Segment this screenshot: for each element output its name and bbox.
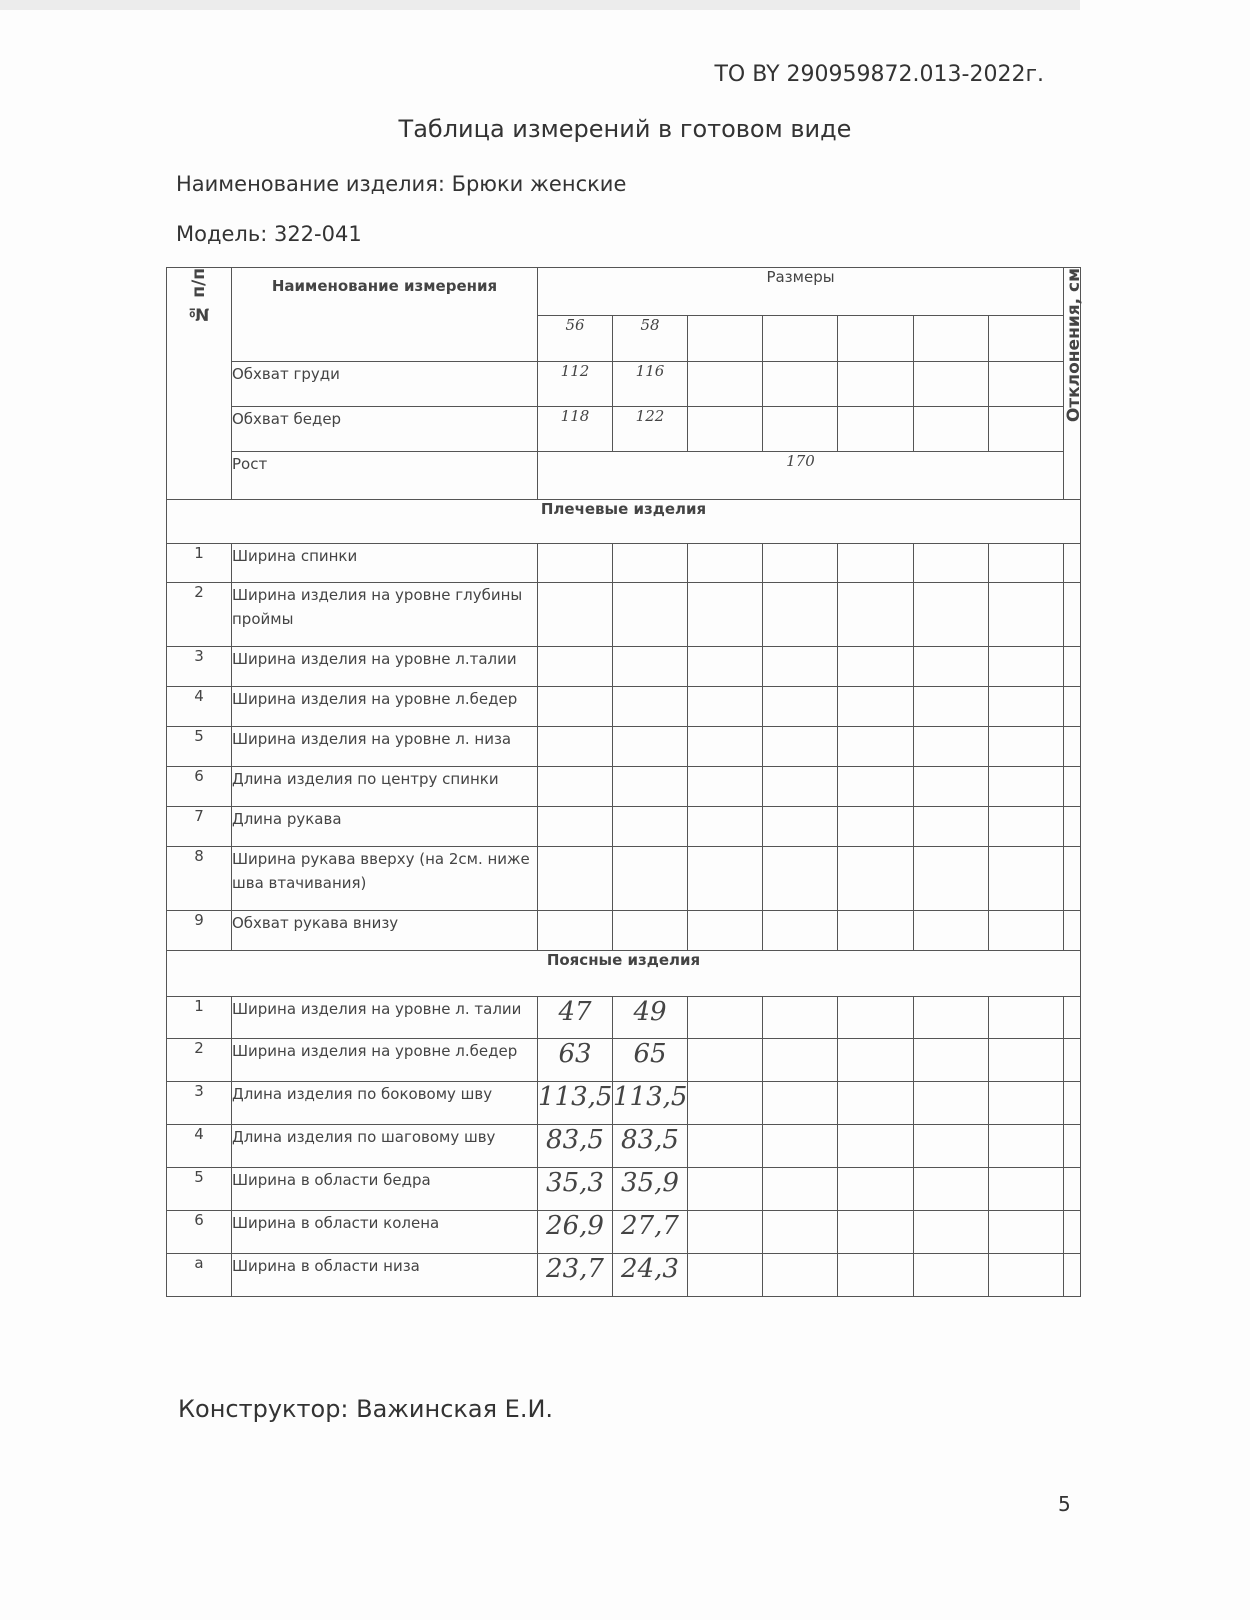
value-cell (989, 807, 1064, 847)
row-number: 2 (167, 1039, 232, 1082)
row-number: 3 (167, 1082, 232, 1125)
value-cell (914, 1039, 989, 1082)
value-cell (914, 911, 989, 951)
value-cell (838, 647, 914, 687)
value-cell (989, 997, 1064, 1039)
measurements-table (166, 267, 1084, 1297)
measurement-name: Ширина в области колена (232, 1211, 538, 1254)
value-cell (688, 1168, 763, 1211)
value-size-58: 27,7 (613, 1211, 688, 1254)
value-cell (538, 647, 613, 687)
model-number: Модель: 322-041 (176, 222, 362, 246)
value-cell (688, 911, 763, 951)
value-cell (688, 647, 763, 687)
value-cell (613, 847, 688, 911)
value-cell (538, 847, 613, 911)
value-cell (613, 647, 688, 687)
value-cell (763, 544, 838, 583)
value-cell (688, 1211, 763, 1254)
value-cell (989, 647, 1064, 687)
row-number: 5 (167, 1168, 232, 1211)
value-cell (838, 1254, 914, 1297)
hips-value: 122 (613, 407, 688, 452)
measurement-name: Ширина изделия на уровне л.бедер (232, 687, 538, 727)
value-cell (763, 647, 838, 687)
value-cell (914, 544, 989, 583)
sizes-header: Размеры (538, 268, 1064, 316)
value-cell (1064, 687, 1081, 727)
table-row (167, 1082, 1081, 1125)
value-size-58: 35,9 (613, 1168, 688, 1211)
value-cell (989, 1254, 1064, 1297)
value-cell (763, 997, 838, 1039)
measurement-name: Длина рукава (232, 807, 538, 847)
shoulder-rows (167, 544, 1081, 951)
value-size-56: 47 (538, 997, 613, 1039)
row-number: 3 (167, 647, 232, 687)
table-row (167, 1211, 1081, 1254)
value-cell (989, 1168, 1064, 1211)
value-size-56: 26,9 (538, 1211, 613, 1254)
value-cell (1064, 1082, 1081, 1125)
value-cell (838, 997, 914, 1039)
value-cell (763, 767, 838, 807)
value-size-56: 63 (538, 1039, 613, 1082)
row-number: 1 (167, 997, 232, 1039)
table-row (167, 687, 1081, 727)
measurement-name: Ширина изделия на уровне л.талии (232, 647, 538, 687)
value-cell (688, 583, 763, 647)
table-row (167, 583, 1081, 647)
waist-rows (167, 997, 1081, 1297)
chest-label: Обхват груди (232, 362, 538, 407)
value-cell (1064, 647, 1081, 687)
value-cell (989, 847, 1064, 911)
value-cell (763, 1254, 838, 1297)
value-cell (1064, 1254, 1081, 1297)
table-row (167, 1254, 1081, 1297)
value-cell (989, 687, 1064, 727)
value-cell (989, 1125, 1064, 1168)
row-number: 5 (167, 727, 232, 767)
value-cell (763, 1125, 838, 1168)
value-cell (989, 1082, 1064, 1125)
value-cell (838, 544, 914, 583)
designer-signature-line: Конструктор: Важинская Е.И. (178, 1395, 554, 1423)
value-size-56: 83,5 (538, 1125, 613, 1168)
value-cell (989, 1039, 1064, 1082)
section-title-waist: Поясные изделия (167, 951, 1081, 997)
measurement-name: Ширина изделия на уровне л. талии (232, 997, 538, 1039)
value-cell (688, 807, 763, 847)
value-cell (613, 767, 688, 807)
value-cell (838, 1125, 914, 1168)
row-number: а (167, 1254, 232, 1297)
value-cell (688, 727, 763, 767)
value-cell (914, 1168, 989, 1211)
value-cell (1064, 1168, 1081, 1211)
measurement-name: Длина изделия по центру спинки (232, 767, 538, 807)
measurement-name: Ширина изделия на уровне л.бедер (232, 1039, 538, 1082)
value-cell (914, 847, 989, 911)
measurement-name: Ширина спинки (232, 544, 538, 583)
size-cell: 56 (538, 316, 613, 362)
measurement-name: Ширина рукава вверху (на 2см. ниже шва втачивания) (232, 847, 538, 911)
value-cell (838, 1082, 914, 1125)
value-cell (838, 847, 914, 911)
value-cell (838, 767, 914, 807)
value-cell (989, 767, 1064, 807)
row-number: 1 (167, 544, 232, 583)
value-cell (1064, 807, 1081, 847)
value-cell (989, 583, 1064, 647)
value-cell (838, 1039, 914, 1082)
value-cell (763, 583, 838, 647)
chest-value: 116 (613, 362, 688, 407)
value-cell (1064, 997, 1081, 1039)
value-cell (538, 727, 613, 767)
value-cell (1064, 911, 1081, 951)
value-cell (613, 727, 688, 767)
deviation-header: Отклонения, см (1064, 268, 1081, 500)
value-size-56: 113,5 (538, 1082, 613, 1125)
table-row (167, 544, 1081, 583)
value-cell (688, 1039, 763, 1082)
value-cell (989, 911, 1064, 951)
value-cell (688, 997, 763, 1039)
value-cell (613, 687, 688, 727)
row-number: 9 (167, 911, 232, 951)
no-header: № п/п (167, 268, 232, 500)
row-number: 4 (167, 687, 232, 727)
table-row (167, 807, 1081, 847)
value-size-58: 113,5 (613, 1082, 688, 1125)
value-size-58: 65 (613, 1039, 688, 1082)
value-cell (538, 911, 613, 951)
value-cell (538, 544, 613, 583)
value-cell (1064, 1039, 1081, 1082)
value-cell (763, 807, 838, 847)
value-cell (1064, 1211, 1081, 1254)
value-cell (763, 1168, 838, 1211)
scan-top-edge (0, 0, 1080, 10)
value-cell (914, 583, 989, 647)
value-cell (914, 1125, 989, 1168)
hips-value: 118 (538, 407, 613, 452)
value-cell (838, 727, 914, 767)
value-cell (613, 911, 688, 951)
measurement-name: Длина изделия по шаговому шву (232, 1125, 538, 1168)
row-number: 8 (167, 847, 232, 911)
row-number: 2 (167, 583, 232, 647)
value-cell (914, 647, 989, 687)
value-cell (989, 727, 1064, 767)
document-code: ТО BY 290959872.013-2022г. (714, 62, 1044, 87)
value-cell (613, 544, 688, 583)
table-row (167, 647, 1081, 687)
measurement-name: Ширина изделия на уровне глубины проймы (232, 583, 538, 647)
row-number: 7 (167, 807, 232, 847)
name-header: Наименование измерения (232, 268, 538, 362)
value-cell (914, 1211, 989, 1254)
value-size-56: 23,7 (538, 1254, 613, 1297)
value-cell (838, 583, 914, 647)
value-cell (1064, 544, 1081, 583)
height-value: 170 (538, 452, 1064, 500)
table-row (167, 767, 1081, 807)
table-row (167, 911, 1081, 951)
value-size-58: 49 (613, 997, 688, 1039)
table-row (167, 847, 1081, 911)
value-cell (763, 847, 838, 911)
value-cell (989, 1211, 1064, 1254)
value-cell (1064, 727, 1081, 767)
value-cell (538, 687, 613, 727)
value-cell (914, 727, 989, 767)
value-cell (688, 687, 763, 727)
value-size-58: 24,3 (613, 1254, 688, 1297)
row-number: 4 (167, 1125, 232, 1168)
measurement-name: Длина изделия по боковому шву (232, 1082, 538, 1125)
value-cell (538, 583, 613, 647)
value-cell (838, 911, 914, 951)
value-cell (613, 807, 688, 847)
value-cell (763, 1039, 838, 1082)
value-cell (688, 1082, 763, 1125)
height-label: Рост (232, 452, 538, 500)
value-cell (688, 1125, 763, 1168)
value-cell (914, 807, 989, 847)
value-cell (763, 911, 838, 951)
page-title: Таблица измерений в готовом виде (398, 115, 852, 143)
value-cell (538, 807, 613, 847)
value-cell (688, 1254, 763, 1297)
measurement-name: Обхват рукава внизу (232, 911, 538, 951)
value-cell (838, 1168, 914, 1211)
value-cell (763, 1211, 838, 1254)
row-number: 6 (167, 767, 232, 807)
value-cell (838, 687, 914, 727)
value-cell (763, 1082, 838, 1125)
value-cell (538, 767, 613, 807)
value-cell (989, 544, 1064, 583)
table-row (167, 1168, 1081, 1211)
measurement-name: Ширина изделия на уровне л. низа (232, 727, 538, 767)
product-name: Наименование изделия: Брюки женские (176, 172, 627, 196)
table-row (167, 1125, 1081, 1168)
value-cell (914, 1082, 989, 1125)
table-row (167, 727, 1081, 767)
table-row (167, 1039, 1081, 1082)
chest-value: 112 (538, 362, 613, 407)
value-cell (688, 847, 763, 911)
section-title-shoulder: Плечевые изделия (167, 500, 1081, 544)
size-cell: 58 (613, 316, 688, 362)
value-size-58: 83,5 (613, 1125, 688, 1168)
value-cell (1064, 767, 1081, 807)
value-cell (1064, 847, 1081, 911)
value-cell (914, 687, 989, 727)
value-cell (838, 807, 914, 847)
value-cell (688, 544, 763, 583)
table-row (167, 997, 1081, 1039)
value-cell (914, 767, 989, 807)
measurement-name: Ширина в области бедра (232, 1168, 538, 1211)
value-cell (613, 583, 688, 647)
page-number: 5 (1058, 1492, 1071, 1516)
value-size-56: 35,3 (538, 1168, 613, 1211)
value-cell (763, 727, 838, 767)
value-cell (914, 997, 989, 1039)
value-cell (1064, 583, 1081, 647)
value-cell (763, 687, 838, 727)
row-number: 6 (167, 1211, 232, 1254)
value-cell (914, 1254, 989, 1297)
measurement-name: Ширина в области низа (232, 1254, 538, 1297)
hips-label: Обхват бедер (232, 407, 538, 452)
value-cell (838, 1211, 914, 1254)
value-cell (1064, 1125, 1081, 1168)
value-cell (688, 767, 763, 807)
